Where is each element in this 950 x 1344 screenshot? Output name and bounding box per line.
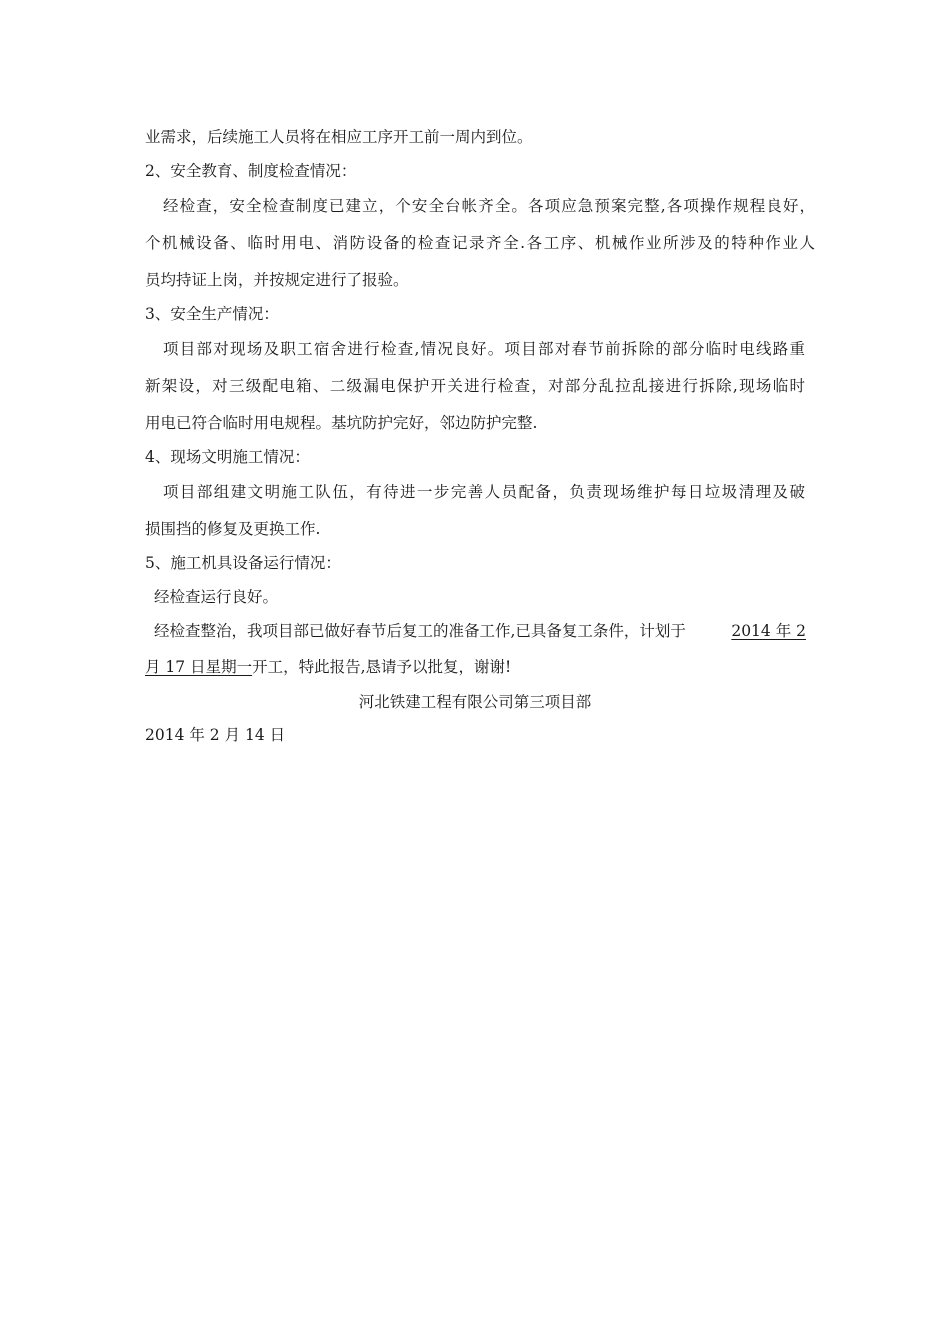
conclusion-line-1 <box>145 621 806 641</box>
paragraph-line: 项目部组建文明施工队伍，有待进一步完善人员配备，负责现场维护每日垃圾清理及破 <box>163 483 805 501</box>
conclusion-text: 开工，特此报告,恳请予以批复，谢谢! <box>252 658 512 676</box>
resume-date-part-2: 月 17 日星期一 <box>145 658 253 676</box>
document-date: 2014 年 2 月 14 日 <box>145 726 286 744</box>
conclusion-text: 经检查整治，我项目部已做好春节后复工的准备工作,已具备复工条件，计划于 <box>154 622 686 640</box>
section-heading-3: 3、安全生产情况： <box>145 305 279 323</box>
paragraph-line: 新架设，对三级配电箱、二级漏电保护开关进行检查，对部分乱拉乱接进行拆除,现场临时 <box>145 377 805 395</box>
paragraph-line: 个机械设备、临时用电、消防设备的检查记录齐全.各工序、机械作业所涉及的特种作业人 <box>145 234 815 252</box>
paragraph-line: 经检查，安全检查制度已建立，个安全台帐齐全。各项应急预案完整,各项操作规程良好， <box>163 197 815 215</box>
section-heading-5: 5、施工机具设备运行情况： <box>145 554 341 572</box>
resume-date-part-1: 2014 年 2 <box>731 622 806 640</box>
paragraph-line: 员均持证上岗，并按规定进行了报验。 <box>145 271 409 289</box>
conclusion-line-2 <box>145 657 815 677</box>
paragraph-line: 损围挡的修复及更换工作. <box>145 520 321 538</box>
paragraph-line: 项目部对现场及职工宿舍进行检查,情况良好。项目部对春节前拆除的部分临时电线路重 <box>163 340 805 358</box>
paragraph-line: 经检查运行良好。 <box>154 588 279 606</box>
signature: 河北铁建工程有限公司第三项目部 <box>358 693 592 711</box>
paragraph-line: 用电已符合临时用电规程。基坑防护完好，邻边防护完整. <box>145 414 538 432</box>
section-heading-2: 2、安全教育、制度检查情况： <box>145 162 357 180</box>
section-heading-4: 4、现场文明施工情况： <box>145 448 310 466</box>
text-line: 业需求，后续施工人员将在相应工序开工前一周内到位。 <box>145 128 533 146</box>
